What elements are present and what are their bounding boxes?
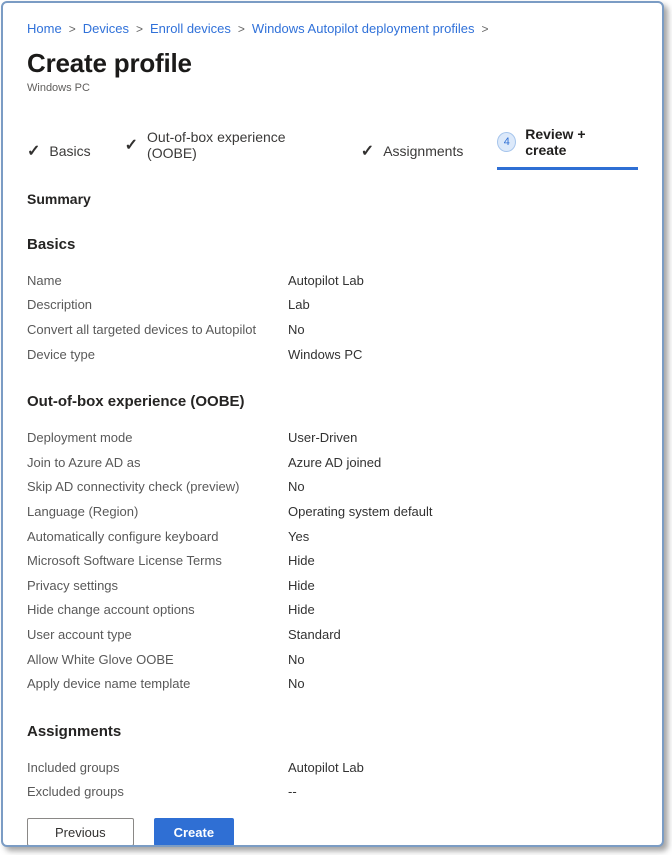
summary-heading: Summary <box>27 191 91 207</box>
row-label: Description <box>27 297 93 313</box>
summary-row <box>27 548 638 573</box>
summary-row <box>27 780 638 805</box>
section-rows <box>27 425 638 696</box>
section-oobe <box>27 393 638 696</box>
row-value: -- <box>288 784 297 800</box>
row-value: Hide <box>288 602 315 618</box>
check-icon: ✓ <box>124 137 139 154</box>
row-label: Join to Azure AD as <box>27 454 141 470</box>
chevron-right-icon: > <box>481 22 489 36</box>
breadcrumb-link-devices[interactable]: Devices <box>82 21 129 36</box>
page-title: Create profile <box>27 48 192 78</box>
check-icon: ✓ <box>27 143 41 160</box>
row-value: No <box>288 479 305 495</box>
breadcrumb-link-home[interactable]: Home <box>27 21 62 36</box>
summary-row <box>27 647 638 672</box>
tab-label: Review + create <box>525 126 586 158</box>
tab-label: Out-of-box experience (OOBE) <box>147 129 286 161</box>
tab-basics[interactable] <box>27 137 103 170</box>
check-icon: ✓ <box>360 143 375 160</box>
row-label: Name <box>27 272 62 288</box>
summary-row <box>27 598 638 623</box>
row-label: User account type <box>27 626 132 642</box>
section-heading: Basics <box>27 236 76 253</box>
tab-review-create[interactable] <box>497 122 638 170</box>
row-value: No <box>288 676 305 692</box>
row-label: Device type <box>27 346 95 362</box>
row-value: Standard <box>288 626 341 642</box>
row-label: Privacy settings <box>27 577 119 593</box>
row-value: User-Driven <box>288 430 358 446</box>
chevron-right-icon: > <box>237 22 245 36</box>
previous-button[interactable]: Previous <box>27 818 134 846</box>
row-label: Automatically configure keyboard <box>27 528 219 544</box>
row-label: Excluded groups <box>27 784 124 800</box>
summary-row <box>27 524 638 549</box>
tab-oobe[interactable] <box>125 125 339 170</box>
summary-row <box>27 425 638 450</box>
summary-row <box>27 499 638 524</box>
row-value: Windows PC <box>288 346 363 362</box>
section-heading: Assignments <box>27 722 122 740</box>
row-label: Included groups <box>27 759 120 775</box>
summary-row <box>27 622 638 647</box>
summary-row <box>27 450 638 475</box>
section-basics <box>27 236 638 366</box>
summary-row <box>27 755 638 780</box>
page-subtitle: Windows PC <box>27 82 90 94</box>
row-value: Hide <box>288 577 315 593</box>
row-label: Allow White Glove OOBE <box>27 651 174 667</box>
wizard-steps <box>27 122 638 170</box>
tab-assignments[interactable] <box>361 137 476 170</box>
row-value: Yes <box>288 528 310 544</box>
chevron-right-icon: > <box>68 22 76 36</box>
row-label: Hide change account options <box>27 602 195 618</box>
row-value: No <box>288 321 305 337</box>
row-value: Autopilot Lab <box>288 759 364 775</box>
row-label: Convert all targeted devices to Autopilot <box>27 321 257 337</box>
row-label: Apply device name template <box>27 676 191 692</box>
breadcrumb-link-autopilot-profiles[interactable]: Windows Autopilot deployment profiles <box>251 21 475 36</box>
summary-row <box>27 268 638 293</box>
row-label: Microsoft Software License Terms <box>27 553 222 569</box>
row-value: Hide <box>288 553 315 569</box>
tab-label: Basics <box>49 143 91 159</box>
step-number-badge: 4 <box>497 132 516 152</box>
row-label: Language (Region) <box>27 503 139 519</box>
row-value: Lab <box>288 297 310 313</box>
summary-row <box>27 317 638 342</box>
tab-label: Assignments <box>383 143 464 159</box>
breadcrumb-link-enroll-devices[interactable]: Enroll devices <box>149 21 231 36</box>
row-label: Deployment mode <box>27 430 133 446</box>
summary-row <box>27 293 638 318</box>
footer-actions <box>3 804 662 846</box>
section-rows <box>27 755 638 804</box>
chevron-right-icon: > <box>135 22 143 36</box>
row-value: Operating system default <box>288 503 433 519</box>
breadcrumb <box>27 21 638 37</box>
row-label: Skip AD connectivity check (preview) <box>27 479 240 495</box>
row-value: Autopilot Lab <box>288 272 364 288</box>
section-assignments <box>27 723 638 804</box>
row-value: Azure AD joined <box>288 454 382 470</box>
summary-row <box>27 342 638 367</box>
section-rows <box>27 268 638 366</box>
create-button[interactable]: Create <box>154 818 234 846</box>
section-heading: Out-of-box experience (OOBE) <box>27 393 245 411</box>
summary-row <box>27 475 638 500</box>
summary-row <box>27 573 638 598</box>
row-value: No <box>288 651 305 667</box>
create-profile-page <box>1 1 664 847</box>
summary-row <box>27 671 638 696</box>
page-content <box>3 3 662 804</box>
